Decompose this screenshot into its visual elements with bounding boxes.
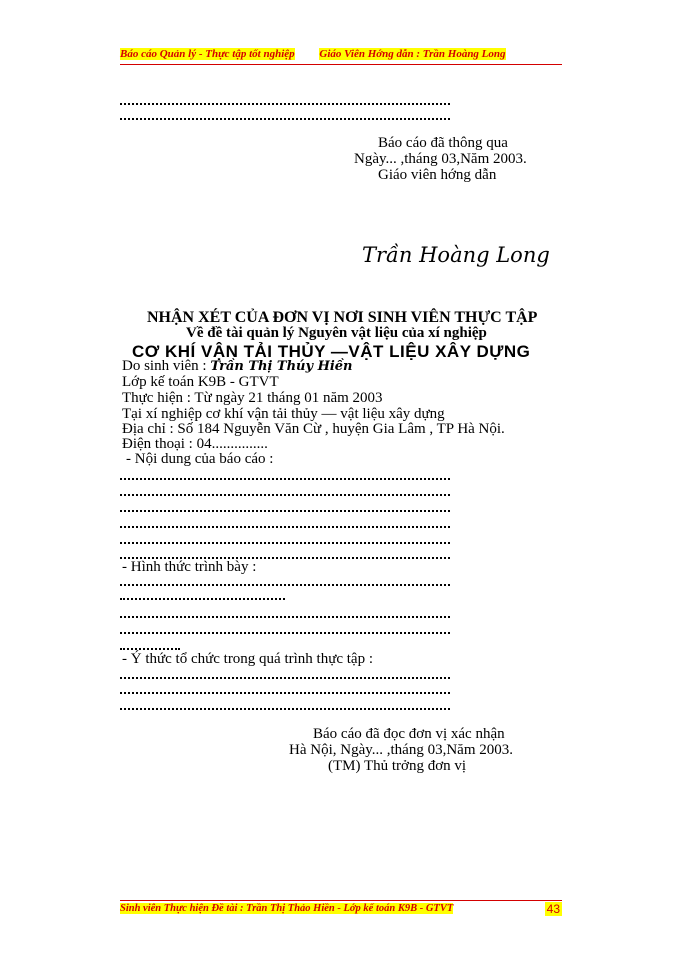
phone-line: Điện thoại : 04............... [122,436,268,452]
dotted-line [120,526,450,528]
dotted-line [120,103,450,105]
page-number: 43 [546,902,560,916]
student-label: Do sinh viên : [122,358,207,374]
dotted-line [120,677,450,679]
section-attitude-heading: - Ý thức tổ chức trong quá trình thực tập : [122,651,373,667]
dotted-line [120,708,450,710]
class-line: Lớp kế toán K9B - GTVT [122,374,279,390]
report-subtitle: Về đề tài quản lý Nguyên vật liệu của xí nghiệp [186,325,487,341]
dotted-line [120,510,450,512]
dotted-line [120,118,450,120]
period-line: Thực hiện : Từ ngày 21 tháng 01 năm 2003 [122,390,383,406]
dotted-line [120,632,450,634]
dotted-line [120,616,450,618]
signature: Trần Hoàng Long [362,243,550,267]
student-name: Trần Thị Thúy Hiền [210,359,353,374]
approval-line-1: Báo cáo đã thông qua [378,135,508,151]
footer-text: Sinh viên Thực hiện Đề tài : Trần Thị Thảo Hiền - Lớp kế toán K9B - GTVT [120,903,454,914]
approval-line-3: Giáo viên hớng dẫn [378,167,497,183]
report-title: NHẬN XÉT CỦA ĐƠN VỊ NƠI SINH VIÊN THỰC TẬP [147,309,538,326]
header-left: Báo cáo Quản lý - Thực tập tốt nghiệp [120,48,295,60]
dotted-line [120,542,450,544]
dotted-line [120,584,450,586]
header-right: Giáo Viên Hớng dẫn : Trần Hoàng Long [319,48,506,60]
dotted-line [120,494,450,496]
page-footer [120,900,562,917]
dotted-line [120,648,180,650]
place-line: Tại xí nghiệp cơ khí vận tải thủy — vật liệu xây dựng [122,406,445,422]
section-content-heading: - Nội dung của báo cáo : [126,451,274,467]
header-text [120,48,506,60]
approval-line-2: Ngày... ,tháng 03,Năm 2003. [354,151,527,167]
dotted-line [120,478,450,480]
student-line [122,358,353,375]
dotted-line [120,598,285,600]
address-line: Địa chỉ : Số 184 Nguyễn Văn Cừ , huyện Gia Lâm , TP Hà Nội. [122,421,505,437]
section-form-heading: - Hình thức trình bày : [122,559,257,575]
page-header [120,48,562,65]
confirmation-line-2: Hà Nội, Ngày... ,tháng 03,Năm 2003. [289,742,513,758]
dotted-line [120,692,450,694]
confirmation-line-1: Báo cáo đã đọc đơn vị xác nhận [313,726,505,742]
enterprise-name: CƠ KHÍ VẬN TẢI THỦY —VẬT LIỆU XÂY DỰNG [132,342,531,361]
confirmation-line-3: (TM) Thủ trởng đơn vị [328,758,467,774]
